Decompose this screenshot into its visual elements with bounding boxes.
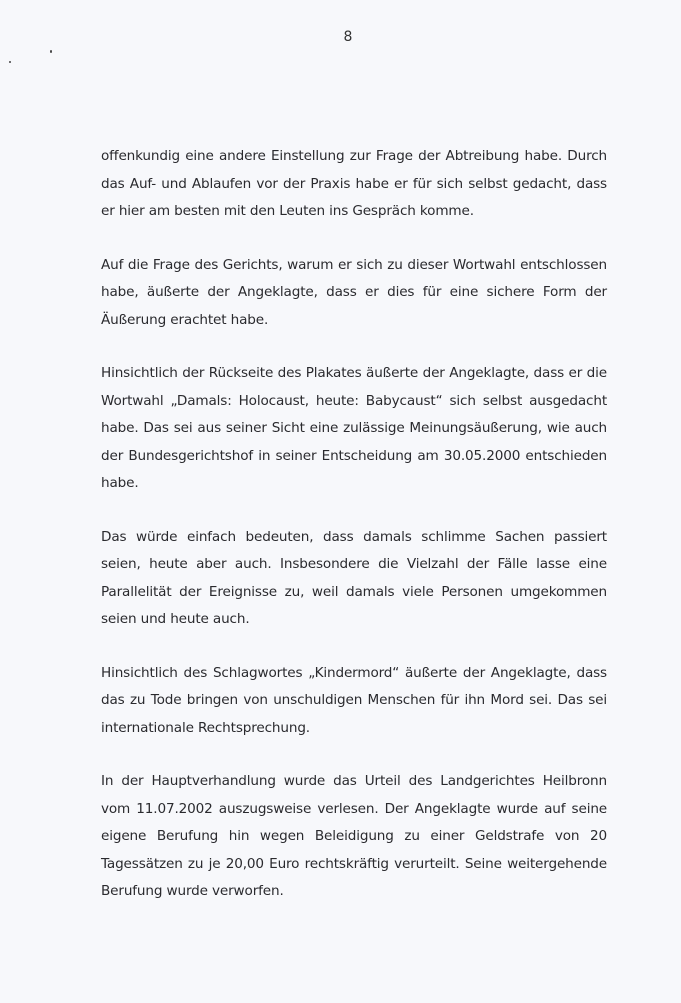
document-body: [101, 143, 607, 906]
paragraph-5: Hinsichtlich des Schlagwortes „Kindermord“ äußerte der Angeklagte, dass das zu Tode bringen von unschuldigen Menschen für ihn Mord sei. Das sei internationale Rechtsprechung.: [101, 664, 607, 736]
paragraph-3: Hinsichtlich der Rückseite des Plakates äußerte der Angeklagte, dass er die Wortwahl „Damals: Holocaust, heute: Babycaust“ sich selbst ausgedacht habe. Das sei aus seiner Sicht eine zulässige Meinungsäußerung, wie auch der Bundesgerichtshof in seiner Entscheidung am 30.05.2000 entschieden habe.: [101, 365, 607, 491]
paragraph-1: offenkundig eine andere Einstellung zur Frage der Abtreibung habe. Durch das Auf- und Ablaufen vor der Praxis habe er für sich selbst gedacht, dass er hier am besten mit den Leuten ins Gespräch komme.: [101, 148, 607, 219]
paragraph-4: Das würde einfach bedeuten, dass damals schlimme Sachen passiert seien, heute aber auch. Insbesondere die Vielzahl der Fälle lasse eine Parallelität der Ereignisse zu, weil damals viele Personen umgekommen seien und heute auch.: [101, 528, 607, 627]
paragraph-2: Auf die Frage des Gerichts, warum er sich zu dieser Wortwahl entschlossen habe, äußerte der Angeklagte, dass er dies für eine sichere Form der Äußerung erachtet habe.: [101, 256, 607, 328]
scan-speck: [50, 50, 52, 53]
page-number: 8: [343, 29, 353, 45]
scan-speck: [9, 61, 11, 63]
paragraph-6: In der Hauptverhandlung wurde das Urteil des Landgerichtes Heilbronn vom 11.07.2002 auszugsweise verlesen. Der Angeklagte wurde auf seine eigene Berufung hin wegen Beleidigung zu einer Geldstrafe von 20 Tagessätzen zu je 20,00 Euro rechtskräftig verurteilt. Seine weitergehende Berufung wurde verworfen.: [101, 773, 607, 899]
